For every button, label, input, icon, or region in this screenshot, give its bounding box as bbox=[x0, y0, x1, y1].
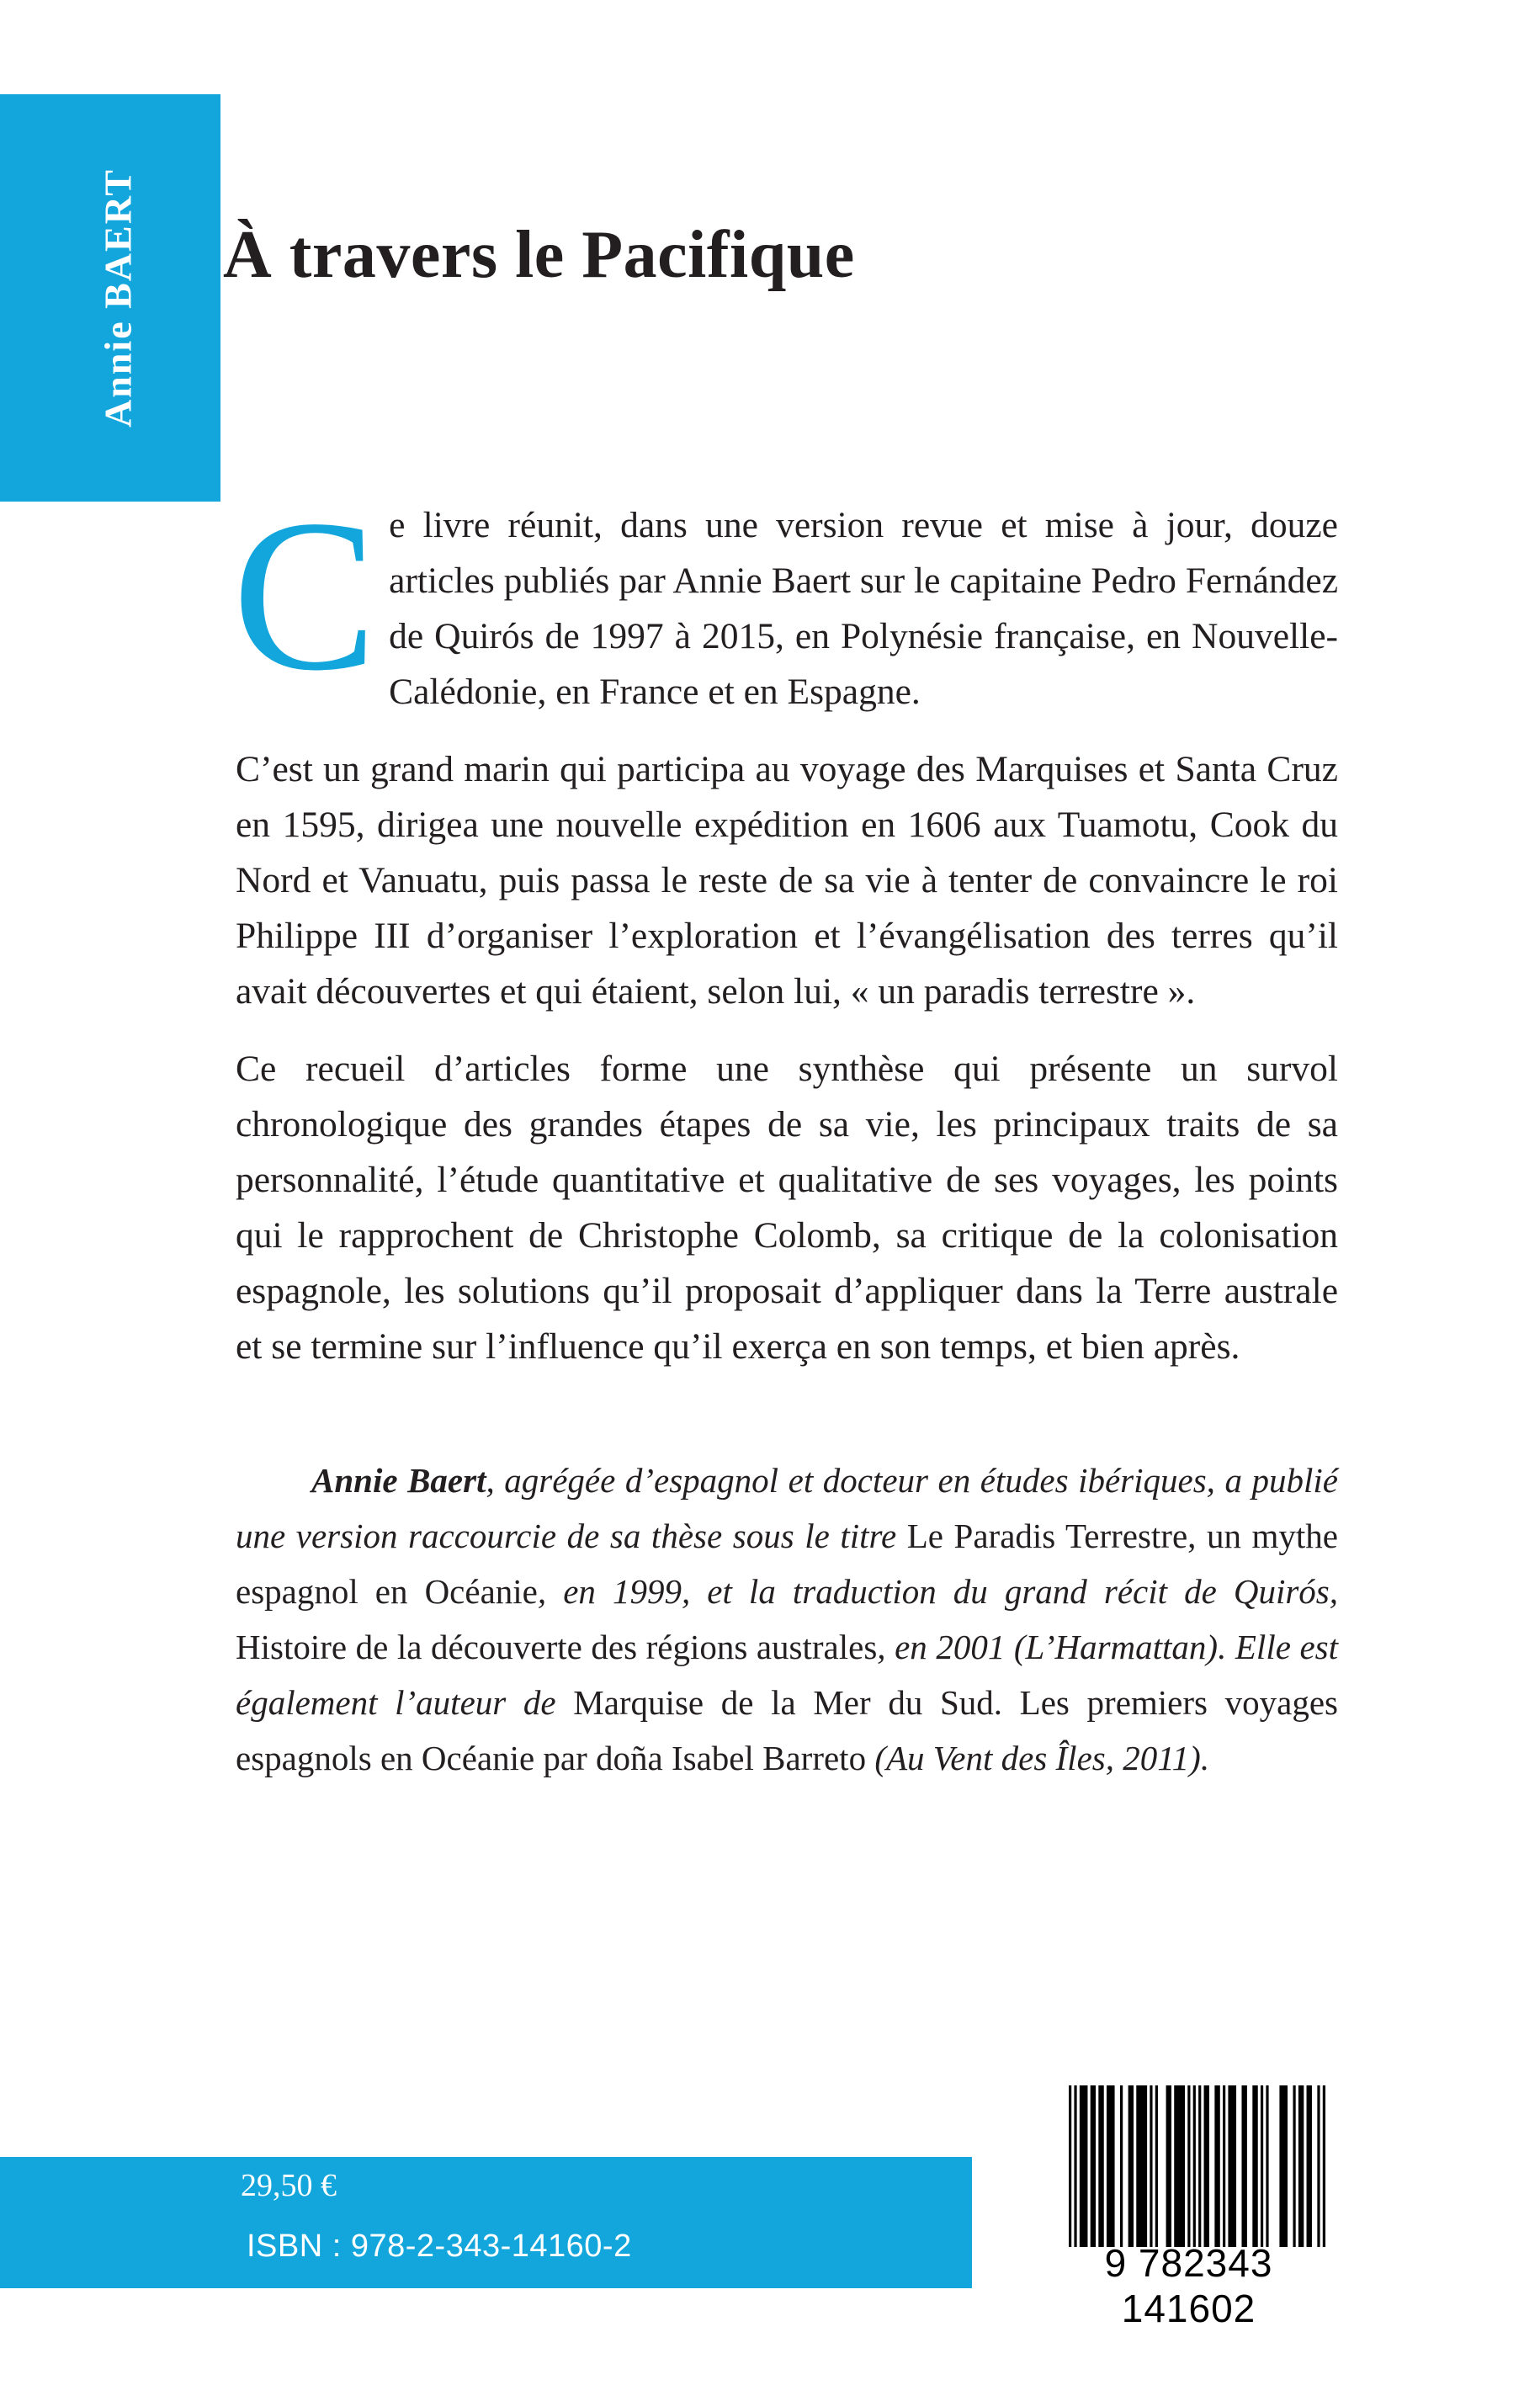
price: 29,50 € bbox=[241, 2168, 337, 2203]
author-bio bbox=[236, 1453, 1338, 1786]
barcode-bar bbox=[1223, 2085, 1225, 2247]
drop-cap: C bbox=[232, 475, 378, 715]
barcode-bar bbox=[1252, 2085, 1257, 2247]
bio-book-1: Le Paradis Terrestre, un mythe espagnol en Océanie bbox=[236, 1517, 1338, 1611]
description-text bbox=[232, 475, 1338, 1396]
barcode-bar bbox=[1091, 2085, 1096, 2247]
barcode-bar bbox=[1307, 2085, 1312, 2247]
barcode-bar bbox=[1080, 2085, 1088, 2247]
barcode-bar bbox=[1241, 2085, 1246, 2247]
barcode-bar bbox=[1214, 2085, 1219, 2247]
barcode bbox=[1035, 2085, 1342, 2330]
isbn: ISBN : 978-2-343-14160-2 bbox=[247, 2228, 632, 2264]
barcode-bar bbox=[1198, 2085, 1201, 2247]
barcode-bar bbox=[1193, 2085, 1196, 2247]
barcode-bar bbox=[1279, 2085, 1288, 2247]
paragraph-1-text: e livre réunit, dans une version revue et mise à jour, douze articles publiés par Annie Baert sur le capitaine Pedro Fernández de Quirós de 1997 à 2015, en Polynésie française, en Nouvelle-Calédonie, en France et en Espagne. bbox=[389, 505, 1338, 712]
barcode-bar bbox=[1187, 2085, 1190, 2247]
bio-book-2: Histoire de la découverte des régions australes bbox=[236, 1628, 878, 1666]
barcode-number: 9 782343 141602 bbox=[1104, 2241, 1273, 2330]
bio-segment-4: (Au Vent des Îles, 2011). bbox=[866, 1739, 1210, 1777]
barcode-bar bbox=[1261, 2085, 1263, 2247]
barcode-bar bbox=[1120, 2085, 1123, 2247]
paragraph-2: C’est un grand marin qui participa au voyage des Marquises et Santa Cruz en 1595, dirigea une nouvelle expédition en 1606 aux Tuamotu, Cook du Nord et Vanuatu, puis passa le reste de sa vie à tenter de convaincre le roi Philippe III d’organiser l’exploration et l’évangélisation des terres qu’il avait découvertes et qui étaient, selon lui, « un paradis terrestre ». bbox=[236, 749, 1338, 1012]
price-band bbox=[0, 2157, 972, 2288]
barcode-bar bbox=[1298, 2085, 1304, 2247]
bio-segment-1: , agrégée d’espagnol et docteur en études ibériques, a publié une version raccourcie de sa thèse sous le titre bbox=[236, 1461, 1338, 1555]
barcode-bar bbox=[1107, 2085, 1115, 2247]
paragraph-3: Ce recueil d’articles forme une synthèse qui présente un survol chronologique des grandes étapes de sa vie, les principaux traits de sa personnalité, l’étude quantitative et qualitative de ses voyages, les points qui le rapprochent de Christophe Colomb, sa critique de la colonisation espagnole, les solutions qu’il proposait d’appliquer dans la Terre australe et se termine sur l’influence qu’il exerça en son temps, et bien après. bbox=[236, 1049, 1338, 1367]
bio-book-3: Marquise de la Mer du Sud. Les premiers voyages espagnols en Océanie par doña Isabel Barreto bbox=[236, 1683, 1338, 1777]
barcode-bar bbox=[1074, 2085, 1076, 2247]
barcode-bar bbox=[1155, 2085, 1158, 2247]
barcode-bar bbox=[1166, 2085, 1171, 2247]
bio-author-name: Annie Baert bbox=[311, 1461, 486, 1500]
bio-segment-3: , en 2001 (L’Harmattan). Elle est également l’auteur de bbox=[236, 1628, 1338, 1722]
bio-segment-2: , en 1999, et la traduction du grand récit de Quirós, bbox=[537, 1572, 1339, 1611]
barcode-bars bbox=[1069, 2085, 1325, 2247]
barcode-bar bbox=[1136, 2085, 1147, 2247]
barcode-bar bbox=[1317, 2085, 1320, 2247]
barcode-bar bbox=[1150, 2085, 1152, 2247]
barcode-bar bbox=[1174, 2085, 1185, 2247]
barcode-bar bbox=[1069, 2085, 1071, 2247]
paragraph-1 bbox=[232, 475, 1338, 720]
barcode-bar bbox=[1323, 2085, 1325, 2247]
barcode-bar bbox=[1204, 2085, 1209, 2247]
barcode-bar bbox=[1293, 2085, 1295, 2247]
spine-author-name: Annie BAERT bbox=[96, 168, 140, 428]
book-title: À travers le Pacifique bbox=[223, 218, 855, 292]
barcode-bar bbox=[1266, 2085, 1268, 2247]
barcode-bar bbox=[1098, 2085, 1103, 2247]
barcode-bar bbox=[1228, 2085, 1236, 2247]
barcode-bar bbox=[1128, 2085, 1134, 2247]
